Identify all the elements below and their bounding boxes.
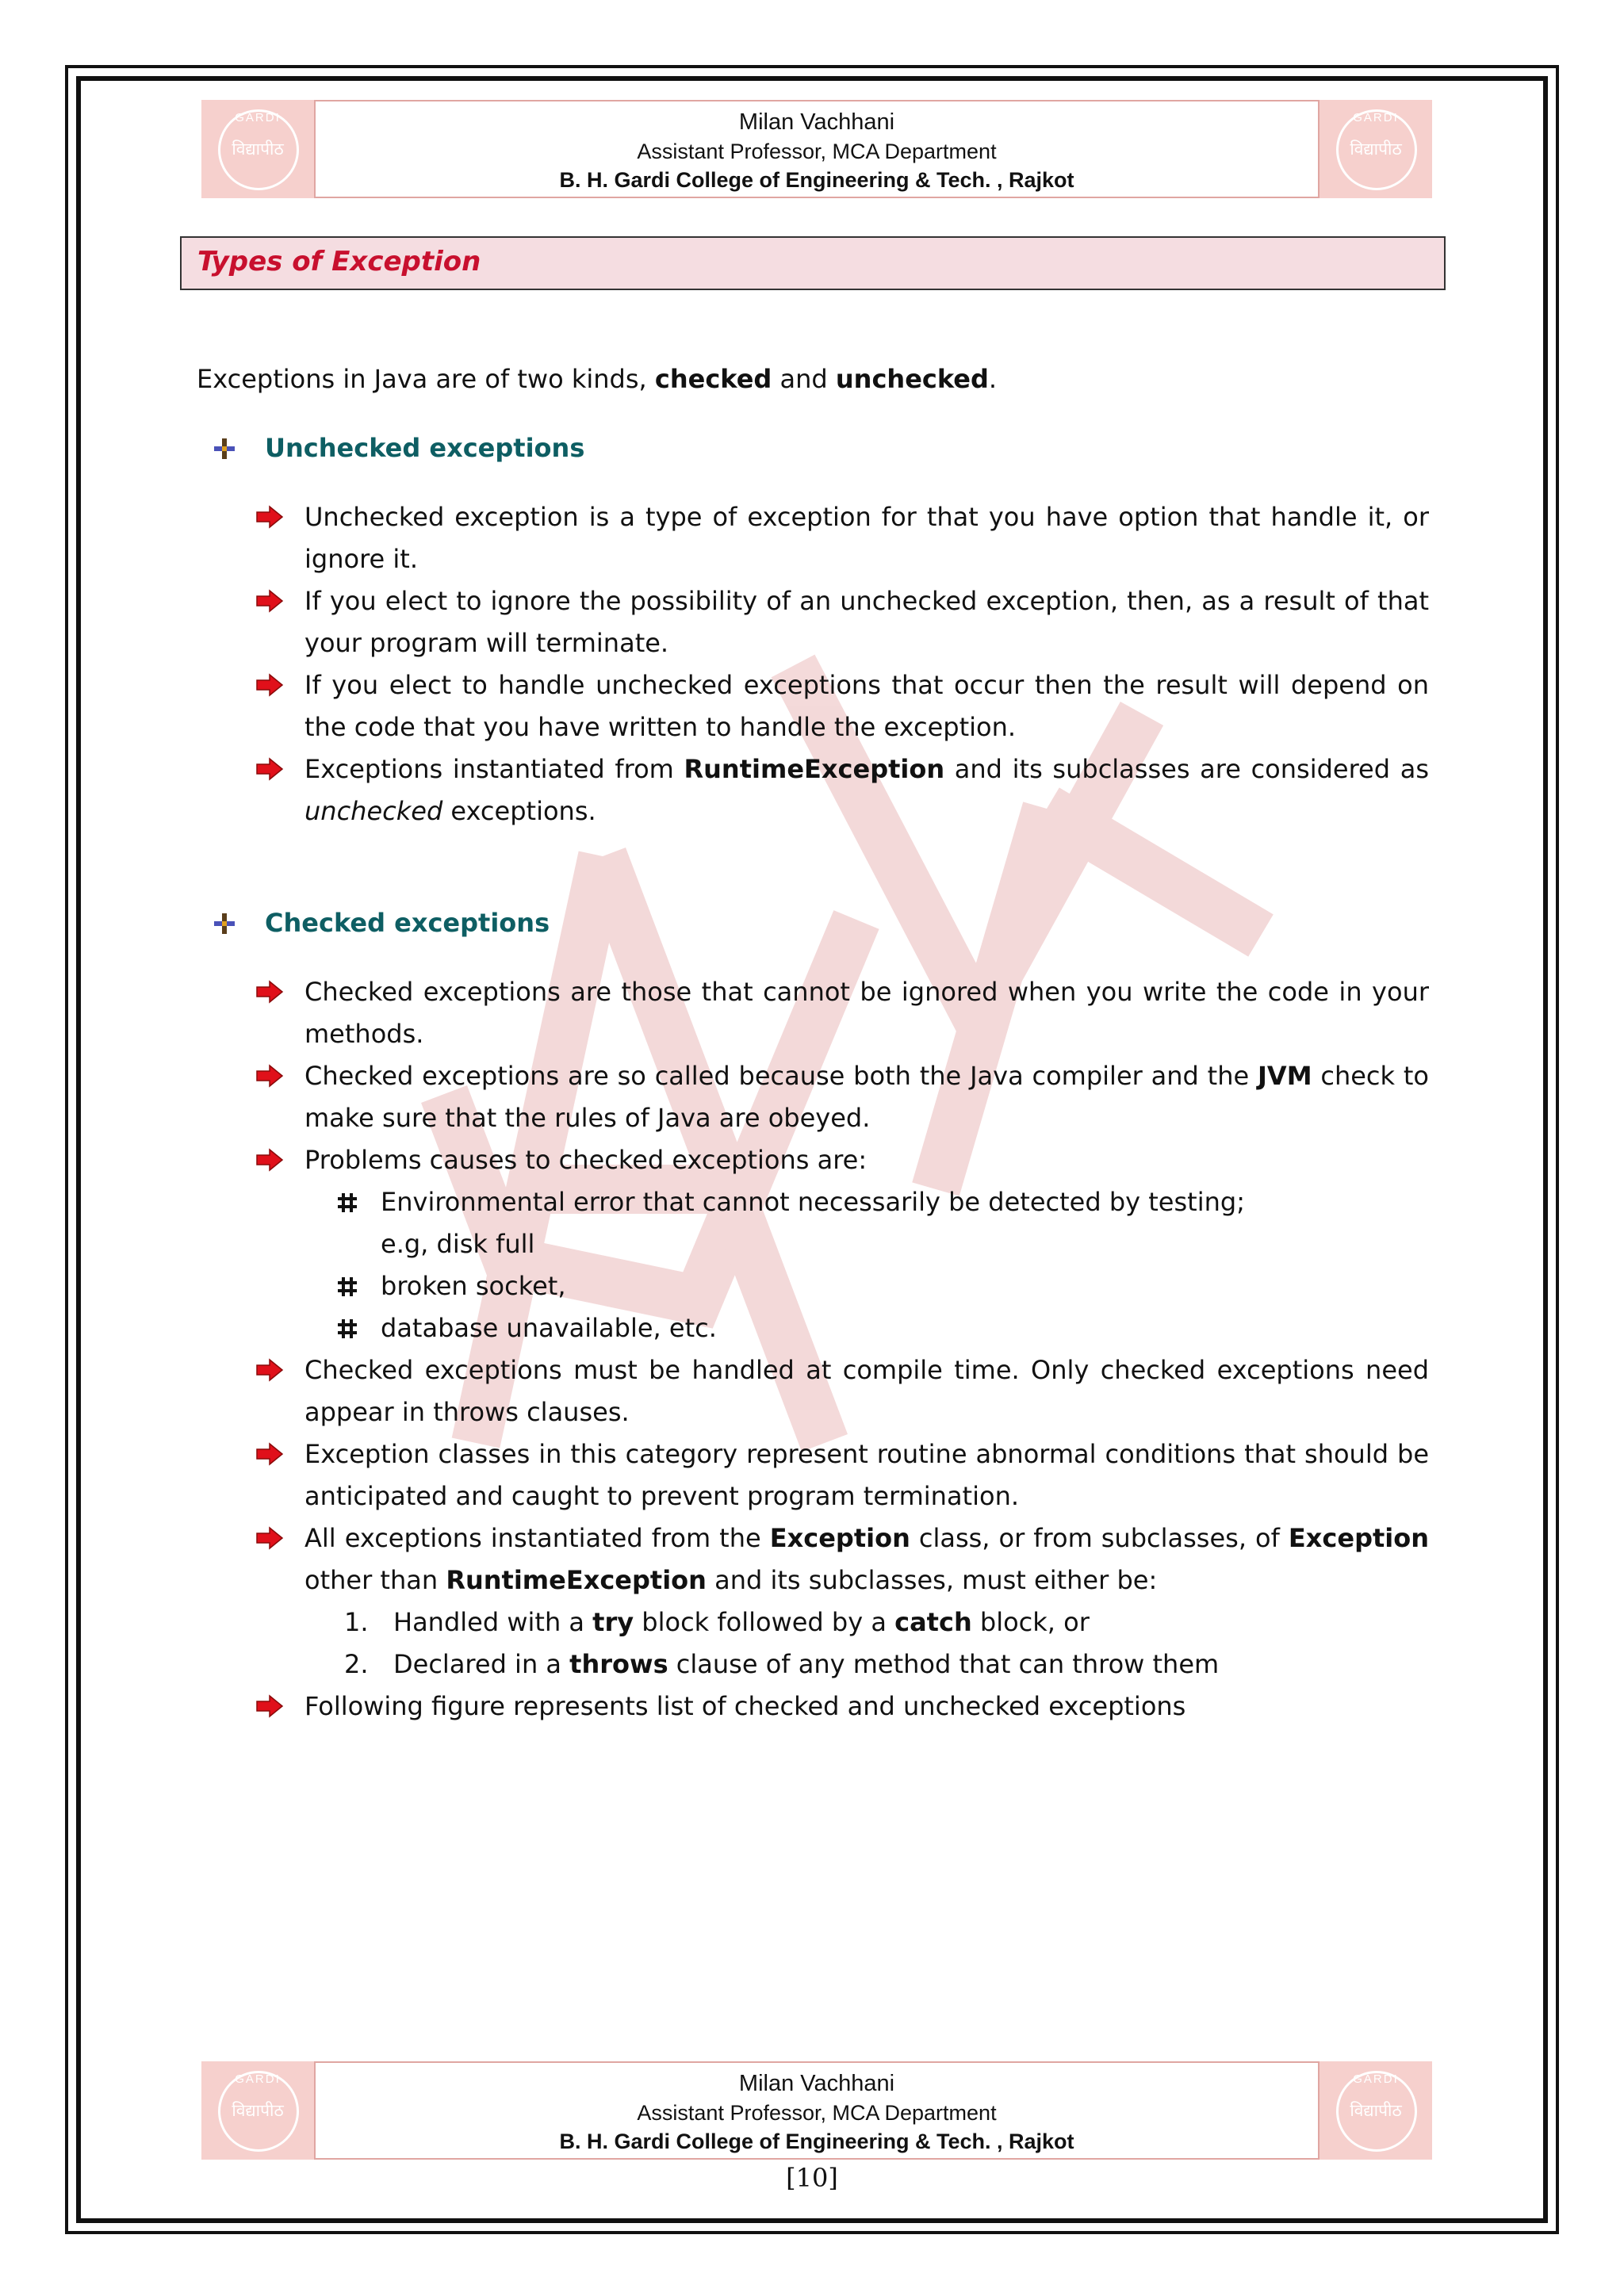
list-item-bold: Exception (769, 1523, 910, 1553)
list-item-text: exceptions. (442, 796, 596, 826)
list-item (197, 580, 1429, 664)
arrow-bullet-icon (255, 1442, 284, 1466)
list-item-text: Exception classes in this category represent routine abnormal conditions that should be anticipated and caught to prevent program termination. (304, 1439, 1429, 1511)
arrow-bullet-icon (255, 1358, 284, 1382)
sub-list-item-text: Environmental error that cannot necessarily be detected by testing; (381, 1187, 1245, 1217)
list-item (197, 971, 1429, 1055)
college-logo-right (1320, 2061, 1432, 2160)
list-item (197, 1686, 1429, 1728)
plus-bullet-icon (213, 912, 236, 936)
intro-bold: unchecked (835, 364, 989, 394)
sub-list-item (304, 1181, 1429, 1265)
list-item (197, 496, 1429, 580)
list-item (197, 1349, 1429, 1433)
list-item-bold: RuntimeException (446, 1565, 707, 1595)
arrow-bullet-icon (255, 589, 284, 613)
list-item-bold: Exception (1288, 1523, 1430, 1553)
header-banner (201, 100, 1432, 198)
main-content (197, 358, 1429, 1728)
list-item-text: Checked exceptions must be handled at compile time. Only checked exceptions need appear in throws clauses. (304, 1355, 1429, 1427)
list-item-text: Problems causes to checked exceptions are: (304, 1145, 868, 1175)
unchecked-heading-text: Unchecked exceptions (265, 433, 585, 463)
arrow-bullet-icon (255, 505, 284, 529)
section-title-box (180, 236, 1446, 290)
list-item-text: Unchecked exception is a type of exception for that you have option that handle it, or ignore it. (304, 502, 1429, 574)
hash-bullet-icon (336, 1192, 358, 1214)
list-item (197, 1055, 1429, 1139)
list-item-text: check to make sure that the rules of Java are obeyed. (304, 1061, 1430, 1133)
list-item-text: Following figure represents list of checked and unchecked exceptions (304, 1691, 1186, 1721)
numbered-item-bold: catch (894, 1607, 972, 1637)
handling-options-list (304, 1601, 1429, 1686)
page-number: [10] (786, 2163, 838, 2193)
author-name: Milan Vachhani (738, 2071, 895, 2096)
logo-text-top: GARDI (1353, 111, 1399, 124)
logo-text-top: GARDI (235, 111, 281, 124)
footer-info-box (314, 2061, 1320, 2160)
list-item-italic: unchecked (304, 796, 443, 826)
author-name: Milan Vachhani (738, 109, 895, 135)
college-logo-left (201, 100, 314, 198)
numbered-item-text: clause of any method that can throw them (668, 1649, 1220, 1679)
problems-list (304, 1181, 1429, 1349)
logo-text-bottom: विद्यापीठ (232, 2101, 284, 2120)
list-item-text: Checked exceptions are so called because both the Java compiler and the (304, 1061, 1258, 1091)
numbered-item (304, 1601, 1429, 1644)
numbered-item-text: Handled with a (393, 1607, 593, 1637)
arrow-bullet-icon (255, 1064, 284, 1088)
college-name: B. H. Gardi College of Engineering & Tech. , Rajkot (559, 168, 1074, 192)
list-item-text: Exceptions instantiated from (304, 754, 684, 784)
sub-list-item (304, 1265, 1429, 1307)
list-item-text: If you elect to handle unchecked exceptions that occur then the result will depend on the code that you have written to handle the exception. (304, 670, 1429, 742)
intro-bold: checked (654, 364, 772, 394)
item-number: 1. (344, 1607, 369, 1637)
logo-text-top: GARDI (1353, 2072, 1399, 2086)
item-number: 2. (344, 1649, 369, 1679)
list-item-text: and its subclasses are considered as (944, 754, 1429, 784)
footer-banner (201, 2061, 1432, 2160)
header-info-box (314, 100, 1320, 198)
list-item (197, 1517, 1429, 1686)
arrow-bullet-icon (255, 673, 284, 697)
logo-text-bottom: विद्यापीठ (232, 140, 284, 159)
list-item (197, 1433, 1429, 1517)
unchecked-heading (197, 427, 1429, 469)
logo-text-bottom: विद्यापीठ (1350, 2101, 1402, 2120)
hash-bullet-icon (336, 1318, 358, 1340)
list-item (197, 1139, 1429, 1349)
arrow-bullet-icon (255, 1694, 284, 1718)
sub-list-item-text: database unavailable, etc. (381, 1313, 717, 1343)
list-item (197, 748, 1429, 832)
plus-bullet-icon (213, 437, 236, 461)
sub-list-item-text: e.g, disk full (381, 1229, 535, 1259)
intro-text: and (772, 364, 836, 394)
numbered-item-bold: try (592, 1607, 634, 1637)
arrow-bullet-icon (255, 1148, 284, 1172)
numbered-item-bold: throws (569, 1649, 668, 1679)
list-item-text: and its subclasses, must either be: (706, 1565, 1158, 1595)
numbered-item-text: block, or (971, 1607, 1090, 1637)
section-title: Types of Exception (197, 246, 481, 277)
hash-bullet-icon (336, 1276, 358, 1298)
list-item-bold: JVM (1258, 1061, 1312, 1091)
list-item-text: class, or from subclasses, of (910, 1523, 1289, 1553)
sub-list-item (304, 1307, 1429, 1349)
list-item-bold: RuntimeException (684, 754, 945, 784)
numbered-item-text: block followed by a (634, 1607, 895, 1637)
logo-text-bottom: विद्यापीठ (1350, 140, 1402, 159)
arrow-bullet-icon (255, 980, 284, 1004)
author-role: Assistant Professor, MCA Department (637, 2101, 997, 2125)
intro-paragraph (197, 358, 1429, 400)
list-item-text: If you elect to ignore the possibility of an unchecked exception, then, as a result of that your program will terminate. (304, 586, 1429, 658)
arrow-bullet-icon (255, 757, 284, 781)
list-item-text: All exceptions instantiated from the (304, 1523, 770, 1553)
unchecked-list (197, 496, 1429, 832)
logo-text-top: GARDI (235, 2072, 281, 2086)
numbered-item (304, 1644, 1429, 1686)
checked-heading (197, 902, 1429, 944)
college-logo-left (201, 2061, 314, 2160)
sub-list-item-text: broken socket, (381, 1271, 566, 1301)
intro-text: . (988, 364, 998, 394)
checked-heading-text: Checked exceptions (265, 908, 550, 938)
spacer (197, 832, 1429, 902)
college-name: B. H. Gardi College of Engineering & Tech. , Rajkot (559, 2130, 1074, 2153)
list-item (197, 664, 1429, 748)
author-role: Assistant Professor, MCA Department (637, 140, 997, 163)
intro-text: Exceptions in Java are of two kinds, (197, 364, 655, 394)
checked-list (197, 971, 1429, 1728)
arrow-bullet-icon (255, 1526, 284, 1550)
numbered-item-text: Declared in a (393, 1649, 570, 1679)
college-logo-right (1320, 100, 1432, 198)
list-item-text: other than (304, 1565, 446, 1595)
list-item-text: Checked exceptions are those that cannot be ignored when you write the code in your methods. (304, 977, 1429, 1049)
